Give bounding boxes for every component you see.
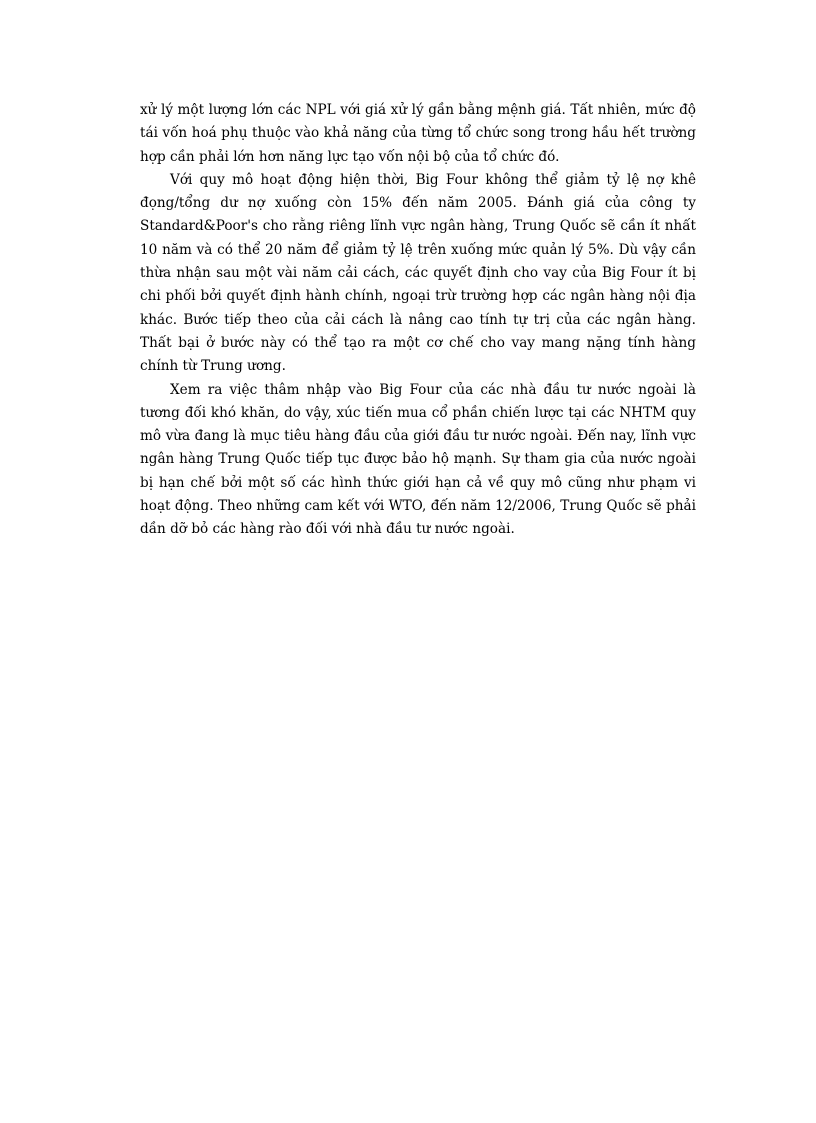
- paragraph-2: Với quy mô hoạt động hiện thời, Big Four không thể giảm tỷ lệ nợ khê đọng/tổng dư nợ xuống còn 15% đến năm 2005. Đánh giá của công ty Standard&Poor's cho rằng riêng lĩnh vực ngân hàng, Trung Quốc sẽ cần ít nhất 10 năm và có thể 20 năm để giảm tỷ lệ trên xuống mức quản lý 5%. Dù vậy cần thừa nhận sau một vài năm cải cách, các quyết định cho vay của Big Four ít bị chi phối bởi quyết định hành chính, ngoại trừ trường hợp các ngân hàng nội địa khác. Bước tiếp theo của cải cách là nâng cao tính tự trị của các ngân hàng. Thất bại ở bước này có thể tạo ra một cơ chế cho vay mang nặng tính hàng chính từ Trung ương.: [140, 171, 696, 375]
- paragraph-1: xử lý một lượng lớn các NPL với giá xử lý gần bằng mệnh giá. Tất nhiên, mức độ tái vốn hoá phụ thuộc vào khả năng của từng tổ chức song trong hầu hết trường hợp cần phải lớn hơn năng lực tạo vốn nội bộ của tổ chức đó.: [140, 102, 696, 165]
- paragraph-3: Xem ra việc thâm nhập vào Big Four của các nhà đầu tư nước ngoài là tương đối khó khăn, do vậy, xúc tiến mua cổ phần chiến lược tại các NHTM quy mô vừa đang là mục tiêu hàng đầu của giới đầu tư nước ngoài. Đến nay, lĩnh vực ngân hàng Trung Quốc tiếp tục được bảo hộ mạnh. Sự tham gia của nước ngoài bị hạn chế bởi một số các hình thức giới hạn cả về quy mô cũng như phạm vi hoạt động. Theo những cam kết với WTO, đến năm 12/2006, Trung Quốc sẽ phải dần dỡ bỏ các hàng rào đối với nhà đầu tư nước ngoài.: [140, 381, 696, 538]
- body-text: [140, 99, 696, 542]
